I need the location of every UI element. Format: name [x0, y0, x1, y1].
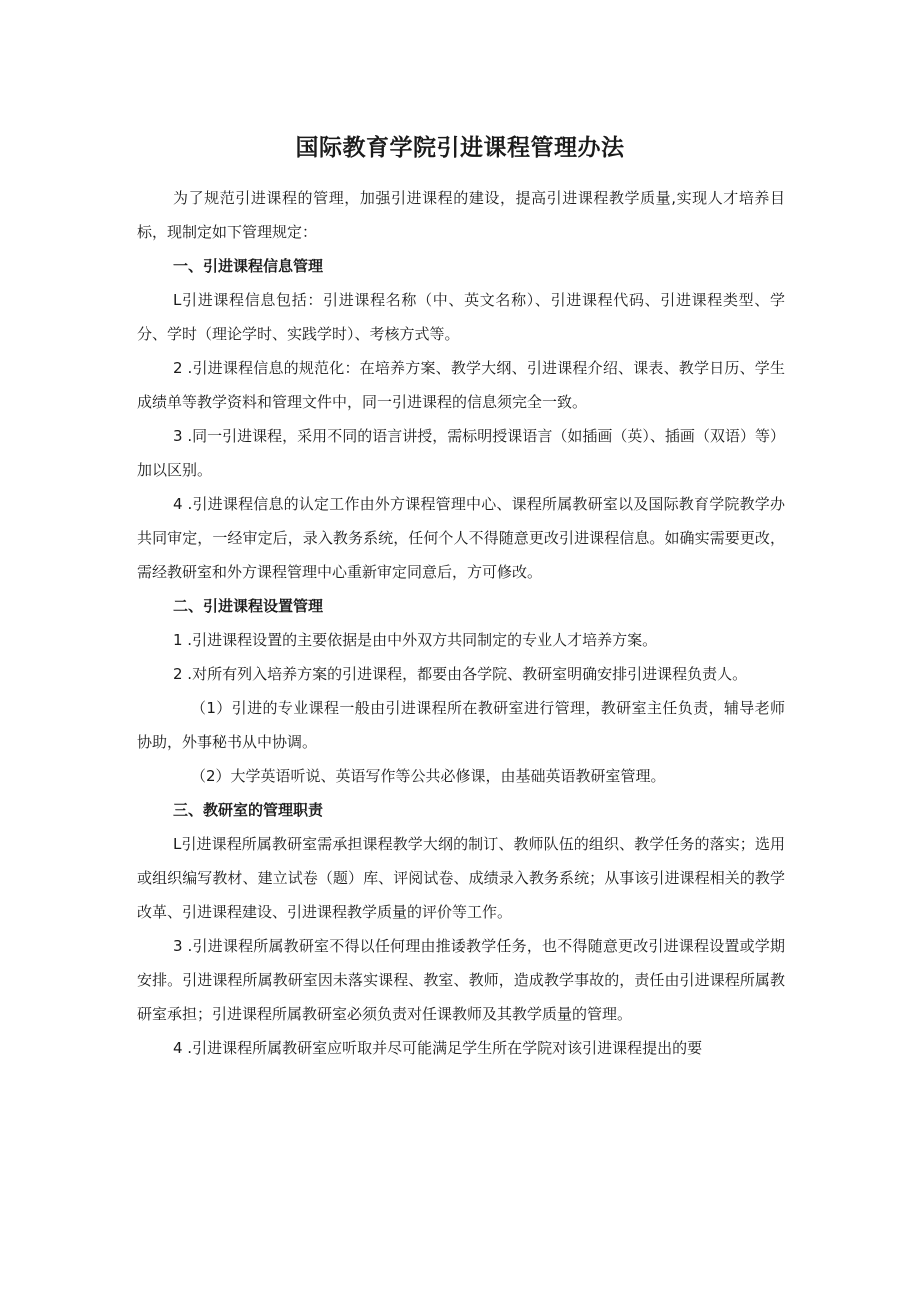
paragraph-2-1: 1 .引进课程设置的主要依据是由中外双方共同制定的专业人才培养方案。 [173, 631, 658, 649]
section-heading-3: 三、教研室的管理职责 [173, 801, 324, 819]
paragraph-2-2: 2 .对所有列入培养方案的引进课程，都要由各学院、教研室明确安排引进课程负责人。 [173, 665, 748, 683]
paragraph-3-1: L引进课程所属教研室需承担课程教学大纲的制订、教师队伍的组织、教学任务的落实；选用或组织编写教材、建立试卷（题）库、评阅试卷、成绩录入教务系统；从事该引进课程相关的教学改革、引进课程建设、引进课程教学质量的评价等工作。 [137, 835, 785, 921]
paragraph-2-2-item-1: （1）引进的专业课程一般由引进课程所在教研室进行管理，教研室主任负责，辅导老师协助，外事秘书从中协调。 [137, 699, 785, 751]
paragraph-1-3: 3 .同一引进课程，采用不同的语言讲授，需标明授课语言（如插画（英）、插画（双语）等）加以区别。 [137, 427, 785, 479]
paragraph-1-2: 2 .引进课程信息的规范化：在培养方案、教学大纲、引进课程介绍、课表、教学日历、学生成绩单等教学资料和管理文件中，同一引进课程的信息须完全一致。 [137, 359, 785, 411]
paragraph-2-2-item-2: （2）大学英语听说、英语写作等公共必修课，由基础英语教研室管理。 [191, 767, 666, 785]
section-heading-2: 二、引进课程设置管理 [173, 597, 324, 615]
paragraph-1-1: L引进课程信息包括：引进课程名称（中、英文名称）、引进课程代码、引进课程类型、学分、学时（理论学时、实践学时）、考核方式等。 [137, 291, 785, 343]
section-heading-1: 一、引进课程信息管理 [173, 257, 324, 275]
document-title: 国际教育学院引进课程管理办法 [295, 135, 625, 162]
paragraph-1-4: 4 .引进课程信息的认定工作由外方课程管理中心、课程所属教研室以及国际教育学院教学办共同审定，一经审定后，录入教务系统，任何个人不得随意更改引进课程信息。如确实需要更改，需经教研室和外方课程管理中心重新审定同意后，方可修改。 [137, 495, 785, 581]
paragraph-3-4: 4 .引进课程所属教研室应听取并尽可能满足学生所在学院对该引进课程提出的要 [173, 1039, 703, 1057]
document-body [137, 181, 785, 1065]
paragraph-3-3: 3 .引进课程所属教研室不得以任何理由推诿教学任务，也不得随意更改引进课程设置或学期安排。引进课程所属教研室因未落实课程、教室、教师，造成教学事故的，责任由引进课程所属教研室承担；引进课程所属教研室必须负责对任课教师及其教学质量的管理。 [137, 937, 785, 1023]
paragraph-preamble: 为了规范引进课程的管理，加强引进课程的建设，提高引进课程教学质量,实现人才培养目标，现制定如下管理规定： [137, 189, 785, 241]
